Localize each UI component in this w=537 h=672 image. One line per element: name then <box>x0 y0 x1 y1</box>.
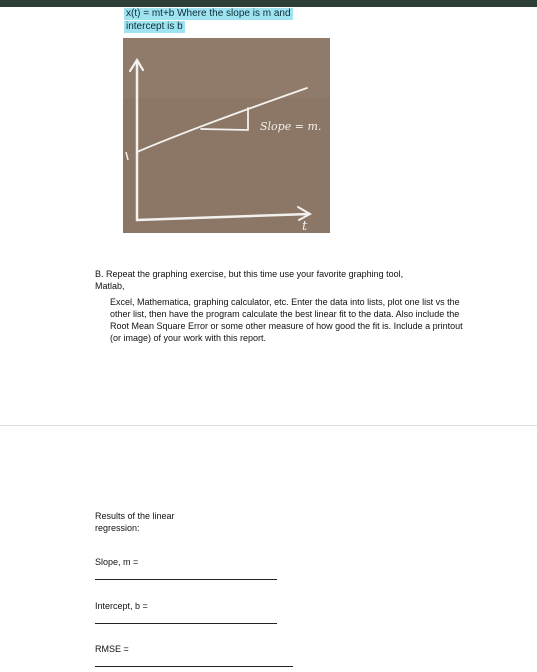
rmse-label: RMSE = <box>95 644 129 654</box>
slope-label: Slope, m = <box>95 557 139 567</box>
results-section <box>95 510 215 534</box>
slope-annotation: Slope = m. <box>260 120 322 133</box>
t-axis-label: t <box>302 219 308 233</box>
question-b <box>95 268 475 344</box>
top-bar <box>0 0 537 7</box>
question-b-second-line: Matlab, <box>95 281 125 291</box>
results-title: Results of the linear regression: <box>95 511 175 533</box>
hand-drawn-graph-photo <box>123 38 330 233</box>
question-b-first-line: B. Repeat the graphing exercise, but this time use your favorite graphing tool, <box>95 269 404 279</box>
section-divider <box>0 425 537 426</box>
question-b-continuation: Excel, Mathematica, graphing calculator, etc. Enter the data into lists, plot one list vs the other list, then have the program calculate the best linear fit to the data. Also include the Root Mean Square Error or some other measure of how good the fit is. Include a printout (or image) of your work with this report. <box>110 297 463 343</box>
equation-highlight-line-2: intercept is b <box>126 21 183 32</box>
equation-highlight-line-1: x(t) = mt+b Where the slope is m and <box>126 8 291 19</box>
intercept-label: Intercept, b = <box>95 601 148 611</box>
rmse-answer-line[interactable] <box>95 666 293 667</box>
intercept-answer-line[interactable] <box>95 623 277 624</box>
slope-answer-line[interactable] <box>95 579 277 580</box>
